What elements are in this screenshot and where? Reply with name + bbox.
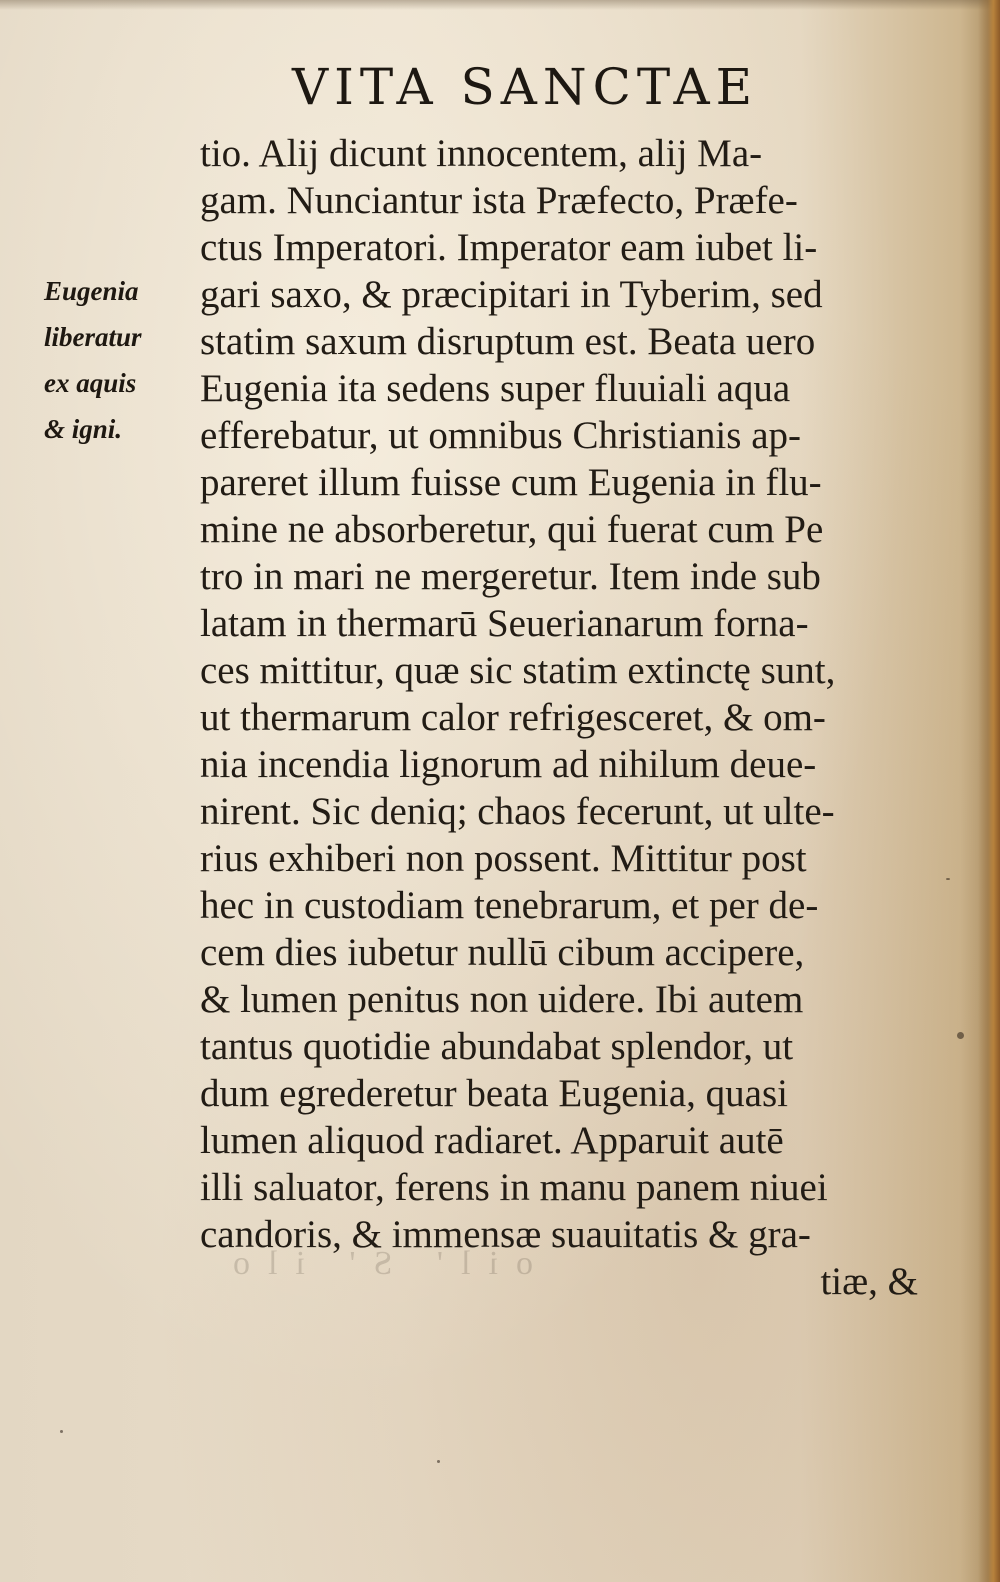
ink-speck	[60, 1430, 63, 1433]
text-line: & lumen penitus non uidere. Ibi autem	[200, 978, 804, 1021]
ink-speck	[946, 878, 950, 880]
marginal-note-line: & igni.	[44, 414, 123, 444]
text-line: nirent. Sic deniq; chaos fecerunt, ut ulte-	[200, 790, 835, 833]
marginal-note-line: Eugenia	[44, 276, 139, 306]
marginal-note-line: liberatur	[44, 322, 142, 352]
marginal-note-line: ex aquis	[44, 368, 137, 398]
show-through-text: oil' S' ilo	[215, 1245, 533, 1282]
body-text	[200, 130, 918, 1305]
text-line: tro in mari ne mergeretur. Item inde sub	[200, 555, 821, 598]
text-line: tio. Alij dicunt innocentem, alij Ma-	[200, 132, 763, 175]
text-line: tantus quotidie abundabat splendor, ut	[200, 1025, 794, 1068]
text-line: cem dies iubetur nullū cibum accipere,	[200, 931, 805, 974]
text-line: latam in thermarū Seuerianarum forna-	[200, 602, 809, 645]
text-line: Eugenia ita sedens super fluuiali aqua	[200, 367, 791, 410]
text-line: candoris, & immensæ suauitatis & gra-	[200, 1213, 811, 1256]
text-line: dum egrederetur beata Eugenia, quasi	[200, 1072, 788, 1115]
page-top-shadow	[0, 0, 1000, 10]
text-line: hec in custodiam tenebrarum, et per de-	[200, 884, 819, 927]
ink-speck	[437, 1460, 440, 1463]
text-line: efferebatur, ut omnibus Christianis ap-	[200, 414, 801, 457]
page-gutter-edge	[978, 0, 1000, 1582]
text-line: ces mittitur, quæ sic statim extinctę sunt,	[200, 649, 836, 692]
running-head: VITA SANCTAE	[292, 58, 759, 116]
marginal-note	[44, 268, 184, 452]
ink-speck	[957, 1032, 964, 1039]
text-line: lumen aliquod radiaret. Apparuit autē	[200, 1119, 784, 1162]
text-line: rius exhiberi non possent. Mittitur post	[200, 837, 807, 880]
text-line: statim saxum disruptum est. Beata uero	[200, 320, 816, 363]
text-line: ctus Imperatori. Imperator eam iubet li-	[200, 226, 818, 269]
text-line: pareret illum fuisse cum Eugenia in flu-	[200, 461, 822, 504]
text-line: ut thermarum calor refrigesceret, & om-	[200, 696, 826, 739]
text-line: gam. Nunciantur ista Præfecto, Præfe-	[200, 179, 798, 222]
text-line: mine ne absorberetur, qui fuerat cum Pe	[200, 508, 824, 551]
text-line: illi saluator, ferens in manu panem niuei	[200, 1166, 828, 1209]
catchword: tiæ, &	[820, 1260, 918, 1303]
text-line: nia incendia lignorum ad nihilum deue-	[200, 743, 817, 786]
text-line: gari saxo, & præcipitari in Tyberim, sed	[200, 273, 823, 316]
